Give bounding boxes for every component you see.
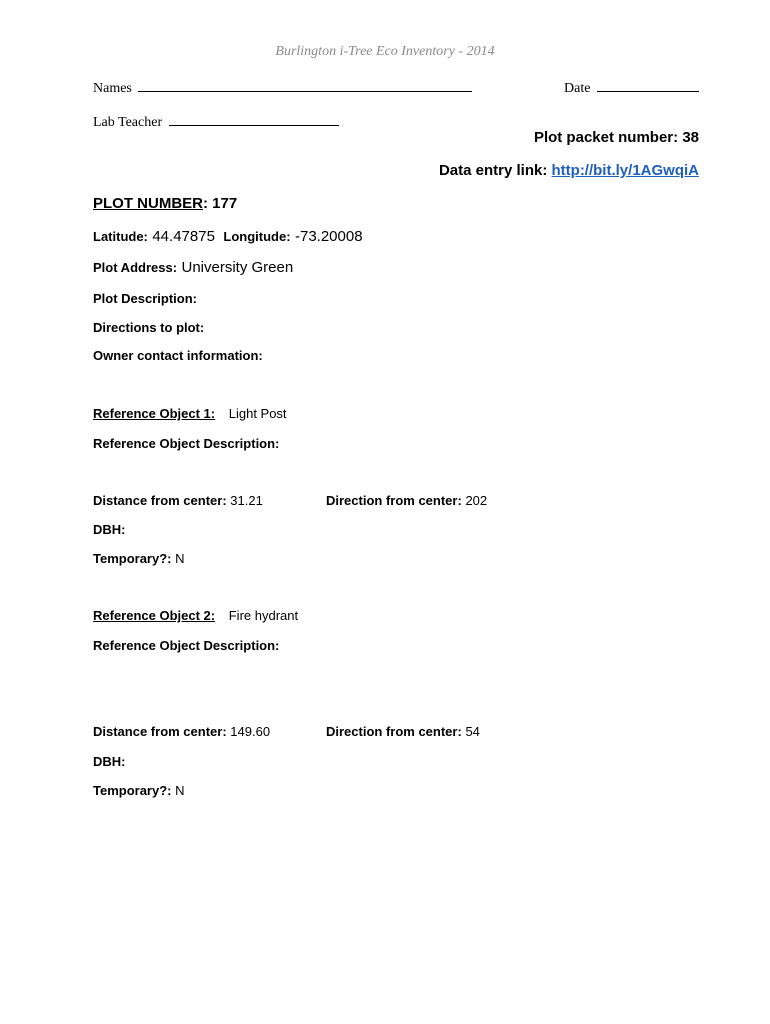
ref1-temporary-label: Temporary?: (93, 551, 172, 566)
plot-address-value: University Green (181, 259, 294, 276)
plot-address-label: Plot Address: (93, 260, 178, 275)
ref1-dbh-label: DBH: (93, 522, 126, 537)
directions-label: Directions to plot: (93, 320, 205, 335)
plot-number-label: PLOT NUMBER (93, 195, 203, 212)
plot-packet-number (534, 129, 699, 146)
longitude-value: -73.20008 (294, 228, 363, 245)
reference-object-2-name: Fire hydrant (228, 608, 299, 623)
ref2-distance-row (93, 724, 270, 739)
ref1-direction-value: 202 (465, 493, 488, 508)
ref2-direction-label: Direction from center: (326, 724, 462, 739)
lab-teacher-label: Lab Teacher (93, 115, 163, 130)
plot-packet-value: 38 (682, 129, 699, 146)
date-blank-line[interactable] (597, 78, 699, 92)
ref2-temporary-value: N (175, 783, 185, 798)
lab-teacher-blank-line[interactable] (169, 112, 339, 126)
ref1-temporary-value: N (175, 551, 185, 566)
reference-object-2-label: Reference Object 2: (93, 608, 216, 623)
latitude-value: 44.47875 (152, 228, 215, 245)
data-entry-link-row (439, 162, 699, 179)
data-entry-link[interactable]: http://bit.ly/1AGwqiA (551, 162, 699, 179)
reference-object-2-description-label: Reference Object Description: (93, 638, 280, 653)
data-entry-link-label: Data entry link: (438, 162, 548, 179)
ref2-distance-label: Distance from center: (93, 724, 227, 739)
reference-object-1-name: Light Post (228, 406, 287, 421)
ref2-direction-value: 54 (465, 724, 480, 739)
reference-object-1-description-label: Reference Object Description: (93, 436, 280, 451)
ref2-dbh-label: DBH: (93, 754, 126, 769)
plot-address-row (93, 259, 293, 277)
longitude-label: Longitude: (223, 229, 291, 244)
names-blank-line[interactable] (138, 78, 472, 92)
ref1-distance-row (93, 493, 263, 508)
document-header: Burlington i-Tree Eco Inventory - 2014 (275, 44, 495, 59)
reference-object-1 (93, 406, 287, 421)
ref1-distance-value: 31.21 (230, 493, 263, 508)
latitude-label: Latitude: (93, 229, 148, 244)
ref1-temporary-row (93, 551, 185, 566)
ref1-direction-label: Direction from center: (326, 493, 462, 508)
reference-object-1-label: Reference Object 1: (93, 406, 216, 421)
lab-teacher-field (93, 112, 339, 131)
ref2-temporary-row (93, 783, 185, 798)
ref1-direction-row (326, 493, 487, 508)
names-field (93, 78, 472, 97)
owner-contact-label: Owner contact information: (93, 348, 263, 363)
ref2-direction-row (326, 724, 480, 739)
reference-object-2 (93, 608, 298, 623)
ref1-distance-label: Distance from center: (93, 493, 227, 508)
coordinates-row (93, 228, 363, 246)
date-field (564, 78, 699, 97)
plot-description-label: Plot Description: (93, 291, 198, 306)
plot-packet-label: Plot packet number: (533, 129, 679, 146)
plot-number (93, 195, 237, 212)
plot-number-value: : 177 (203, 195, 238, 212)
ref2-temporary-label: Temporary?: (93, 783, 172, 798)
date-label: Date (564, 81, 591, 96)
ref2-distance-value: 149.60 (230, 724, 271, 739)
names-label: Names (93, 81, 132, 96)
